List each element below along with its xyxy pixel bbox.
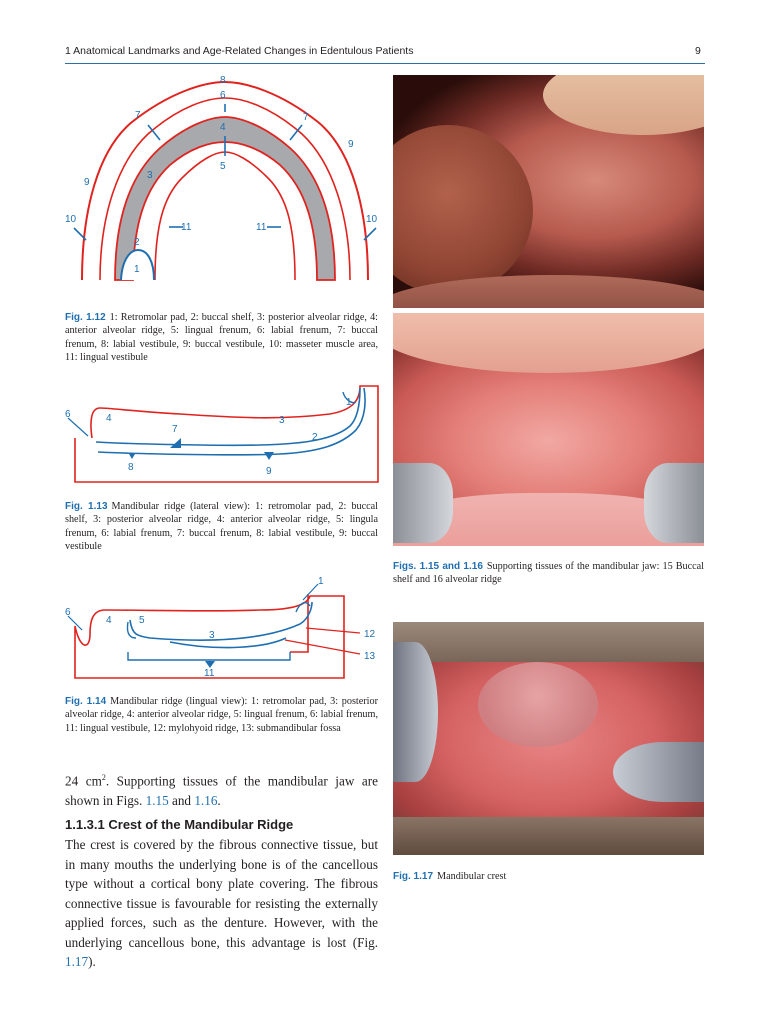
fig-1-12-label: 10 xyxy=(65,214,77,225)
fig-1-12-label: 8 xyxy=(220,75,226,86)
retractor-left xyxy=(393,463,453,543)
fig-1-12-label: 6 xyxy=(220,90,226,101)
body-paragraph-1: 24 $cm^2$. Supporting tissues of the mandibular jaw are shown in Figs. 1.15 and 1.16. xyxy=(65,773,378,808)
fig-1-12-caption-text: 1: Retromolar pad, 2: buccal shelf, 3: posterior alveolar ridge, 4: anterior alveolar ridge, 5: lingual frenum, 6: labial frenum, 7: buccal frenum, 8: labial vestibule, 9: buccal vestibule, 10: masseter muscle area, 11: lingual vestibule xyxy=(65,312,379,363)
tongue-shape xyxy=(478,662,598,747)
fig-1-14-caption-text: Mandibular ridge (lingual view): 1: retromolar pad, 3: posterior alveolar ridge, 4: anterior alveolar ridge, 5: lingual frenum, 6: labial frenum, 11: lingual vestibule, 12: mylohyoid ridge, 13: submandibular fossa xyxy=(65,696,378,734)
fig-1-17-photo xyxy=(393,622,704,855)
fig-1-13-label: 7 xyxy=(172,424,178,435)
page-number: 9 xyxy=(695,45,701,57)
retractor-left xyxy=(393,642,438,782)
fig-1-12-caption-label: Fig. 1.12 xyxy=(65,312,106,323)
fig-1-12-label: 5 xyxy=(220,161,226,172)
fig-1-12-label: 7 xyxy=(303,112,309,123)
fig-1-16-photo xyxy=(393,313,704,546)
fig-1-13-label: 2 xyxy=(312,432,318,443)
fig-1-13-label: 9 xyxy=(266,466,272,477)
fig-1-14-label: 13 xyxy=(364,651,376,662)
fig-1-14-label: 6 xyxy=(65,607,71,618)
fig-1-12-label: 7 xyxy=(135,110,141,121)
fig-1-12-label: 9 xyxy=(84,177,90,188)
body-paragraph-2: The crest is covered by the fibrous connective tissue, but in many mouths the underlying bone is of the cancellous type without a cortical bony plate covering. The fibrous connective tissue is favourable for resisting the externally applied forces, such as the denture. However, with the underlying cancellous bone, this advantage is lost (Fig. 1.17). xyxy=(65,837,378,969)
fig-1-14-label: 1 xyxy=(318,576,324,587)
fig-1-12-label: 3 xyxy=(147,170,153,181)
fig-1-17-caption-label: Fig. 1.17 xyxy=(393,871,434,882)
fig-1-15-16-caption xyxy=(393,560,704,587)
fig-1-12-diagram xyxy=(60,70,390,305)
header-rule xyxy=(65,63,705,64)
lip-shape xyxy=(543,75,704,135)
fig-1-13-label: 4 xyxy=(106,413,112,424)
section-title: 1.1.3.1 Crest of the Mandibular Ridge xyxy=(65,817,294,832)
fig-1-14-label: 3 xyxy=(209,630,215,641)
fig-1-12-label: 2 xyxy=(134,237,140,248)
fig-1-13-label: 6 xyxy=(65,409,71,420)
fig-1-13-diagram xyxy=(60,380,385,495)
fig-1-15-16-caption-label: Figs. 1.15 and 1.16 xyxy=(393,561,483,572)
fig-1-12-label: 9 xyxy=(348,139,354,150)
fig-1-12-label: 4 xyxy=(220,122,226,133)
fig-1-14-label: 5 xyxy=(139,615,145,626)
retractor-right xyxy=(644,463,704,543)
fig-1-17-caption-text: Mandibular crest xyxy=(437,871,507,882)
fig-1-14-diagram xyxy=(60,572,385,687)
fig-1-14-caption-label: Fig. 1.14 xyxy=(65,696,107,707)
fig-link[interactable]: 1.17 xyxy=(65,954,89,969)
moustache-shape xyxy=(393,622,704,662)
fig-1-14-label: 4 xyxy=(106,615,112,626)
running-title: 1 Anatomical Landmarks and Age-Related Changes in Edentulous Patients xyxy=(65,45,414,57)
fig-1-17-caption xyxy=(393,870,704,883)
fig-1-13-caption-text: Mandibular ridge (lateral view): 1: retromolar pad, 2: buccal shelf, 3: posterior alveolar ridge, 4: anterior alveolar ridge, 5: lingula frenum, 6: labial frenum, 7: buccal frenum, 8: labial vestibule, 9: buccal vestibule xyxy=(65,501,378,552)
fig-1-12-label: 11 xyxy=(181,222,192,233)
fig-1-13-label: 8 xyxy=(128,462,134,473)
fig-1-12-label: 1 xyxy=(134,264,140,275)
fig-1-12-caption xyxy=(65,311,378,364)
fig-1-13-label: 3 xyxy=(279,415,285,426)
lip-shape xyxy=(393,313,704,373)
fig-1-14-label: 11 xyxy=(204,668,215,679)
fig-1-13-label: 1 xyxy=(346,397,352,408)
tongue-shape xyxy=(393,125,533,295)
fig-1-14-label: 12 xyxy=(364,629,376,640)
fig-link[interactable]: 1.15 xyxy=(145,792,169,808)
retractor-right xyxy=(613,742,704,802)
fig-1-15-photo xyxy=(393,75,704,308)
fig-1-15-16-caption-text: Supporting tissues of the mandibular jaw: 15 Buccal shelf and 16 alveolar ridge xyxy=(393,561,704,586)
fig-link[interactable]: 1.16 xyxy=(194,792,218,808)
fig-1-12-label: 11 xyxy=(256,222,267,233)
fig-1-12-label: 10 xyxy=(366,214,378,225)
chin-shape xyxy=(393,817,704,855)
fig-1-13-caption xyxy=(65,500,378,553)
fig-1-13-caption-label: Fig. 1.13 xyxy=(65,501,108,512)
fig-1-14-caption xyxy=(65,695,378,735)
